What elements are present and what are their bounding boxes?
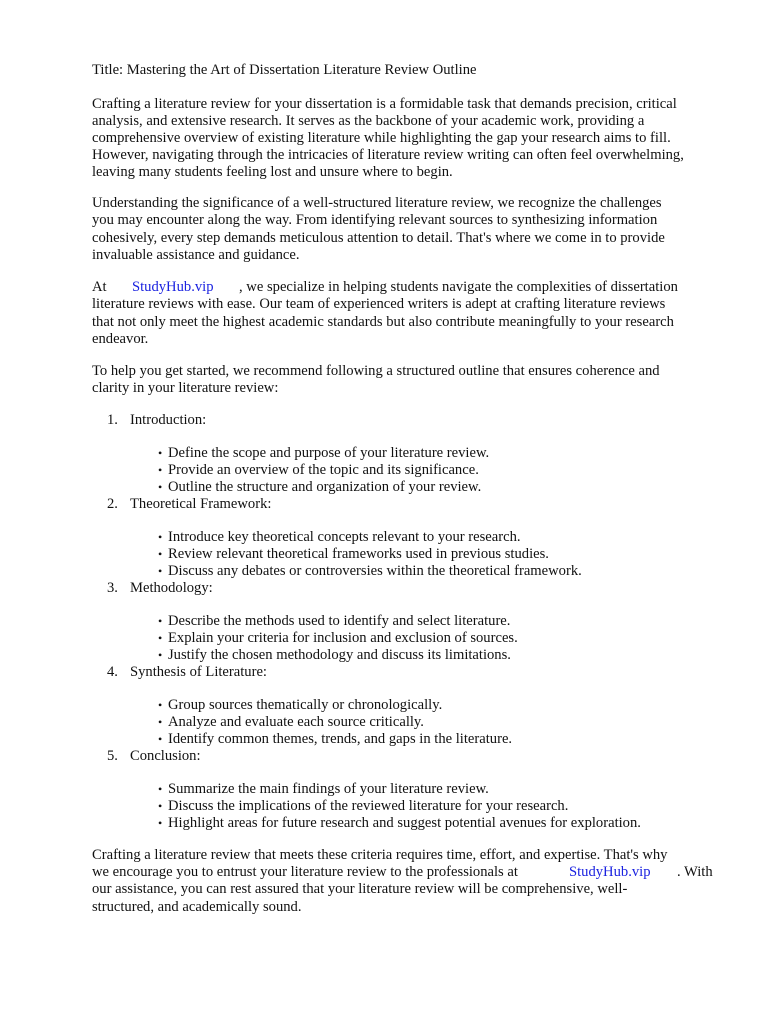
section-label: Methodology: [130, 580, 213, 596]
list-item: • Identify common themes, trends, and gaps in the literature. [158, 731, 513, 747]
list-item: • Discuss any debates or controversies within the theoretical framework. [158, 563, 582, 579]
bullet-icon: • [158, 732, 163, 746]
section-label: Conclusion: [130, 748, 201, 764]
list-item: • Group sources thematically or chronologically. [158, 697, 443, 713]
closing-line: our assistance, you can rest assured that your literature review will be comprehensive, well- [92, 881, 628, 897]
bullet-icon: • [158, 631, 163, 645]
understanding-line: invaluable assistance and guidance. [92, 247, 300, 263]
section-number: 5. [107, 748, 118, 764]
list-item: • Justify the chosen methodology and discuss its limitations. [158, 647, 511, 663]
outline-intro-line: To help you get started, we recommend following a structured outline that ensures coherence and [92, 363, 660, 379]
bullet-icon: • [158, 530, 163, 544]
section-number: 1. [107, 412, 118, 428]
intro-line: Crafting a literature review for your dissertation is a formidable task that demands precision, critical [92, 96, 677, 112]
outline-intro-line: clarity in your literature review: [92, 380, 279, 396]
list-item: • Explain your criteria for inclusion and exclusion of sources. [158, 630, 518, 646]
section-label: Theoretical Framework: [130, 496, 272, 512]
intro-line: comprehensive overview of existing literature while highlighting the gap your research aims to fill. [92, 130, 671, 146]
bullet-icon: • [158, 698, 163, 712]
list-item: • Review relevant theoretical frameworks used in previous studies. [158, 546, 549, 562]
closing-line2-suffix: . With [677, 864, 713, 880]
bullet-icon: • [158, 463, 163, 477]
list-item: • Define the scope and purpose of your literature review. [158, 445, 490, 461]
intro-line: analysis, and extensive research. It serves as the backbone of your academic work, providing a [92, 113, 645, 129]
list-item: • Analyze and evaluate each source critically. [158, 714, 424, 730]
list-item: • Describe the methods used to identify and select literature. [158, 613, 511, 629]
section-number: 3. [107, 580, 118, 596]
bullet-icon: • [158, 816, 163, 830]
bullet-icon: • [158, 782, 163, 796]
understanding-line: Understanding the significance of a well-structured literature review, we recognize the challenges [92, 195, 662, 211]
list-item: • Highlight areas for future research and suggest potential avenues for exploration. [158, 815, 641, 831]
section-number: 4. [107, 664, 118, 680]
bullet-icon: • [158, 480, 163, 494]
list-item: • Outline the structure and organization of your review. [158, 479, 482, 495]
section-number: 2. [107, 496, 118, 512]
studyhub-suffix: , we specialize in helping students navigate the complexities of dissertation [239, 279, 678, 295]
understanding-line: you may encounter along the way. From identifying relevant sources to synthesizing information [92, 212, 658, 228]
studyhub-link[interactable]: StudyHub.vip [132, 279, 214, 295]
bullet-icon: • [158, 799, 163, 813]
bullet-icon: • [158, 715, 163, 729]
page-title: Title: Mastering the Art of Dissertation Literature Review Outline [92, 62, 477, 78]
section-label: Synthesis of Literature: [130, 664, 267, 680]
bullet-icon: • [158, 614, 163, 628]
studyhub-line: that not only meet the highest academic standards but also contribute meaningfully to your research [92, 314, 674, 330]
intro-line: leaving many students feeling lost and unsure where to begin. [92, 164, 453, 180]
list-item: • Provide an overview of the topic and its significance. [158, 462, 479, 478]
list-item: • Summarize the main findings of your literature review. [158, 781, 489, 797]
bullet-icon: • [158, 446, 163, 460]
closing-line: Crafting a literature review that meets these criteria requires time, effort, and expertise. That's why [92, 847, 668, 863]
closing-line: structured, and academically sound. [92, 899, 302, 915]
intro-line: However, navigating through the intricacies of literature review writing can often feel overwhelming, [92, 147, 684, 163]
bullet-icon: • [158, 564, 163, 578]
list-item: • Introduce key theoretical concepts relevant to your research. [158, 529, 521, 545]
studyhub-line: literature reviews with ease. Our team of experienced writers is adept at crafting literature reviews [92, 296, 666, 312]
studyhub-prefix: At [92, 279, 107, 295]
section-label: Introduction: [130, 412, 207, 428]
studyhub-link-closing[interactable]: StudyHub.vip [569, 864, 651, 880]
bullet-icon: • [158, 547, 163, 561]
bullet-icon: • [158, 648, 163, 662]
list-item: • Discuss the implications of the reviewed literature for your research. [158, 798, 569, 814]
closing-line2-prefix: we encourage you to entrust your literature review to the professionals at [92, 864, 518, 880]
understanding-line: cohesively, every step demands meticulous attention to detail. That's where we come in to provide [92, 230, 665, 246]
studyhub-line: endeavor. [92, 331, 149, 347]
